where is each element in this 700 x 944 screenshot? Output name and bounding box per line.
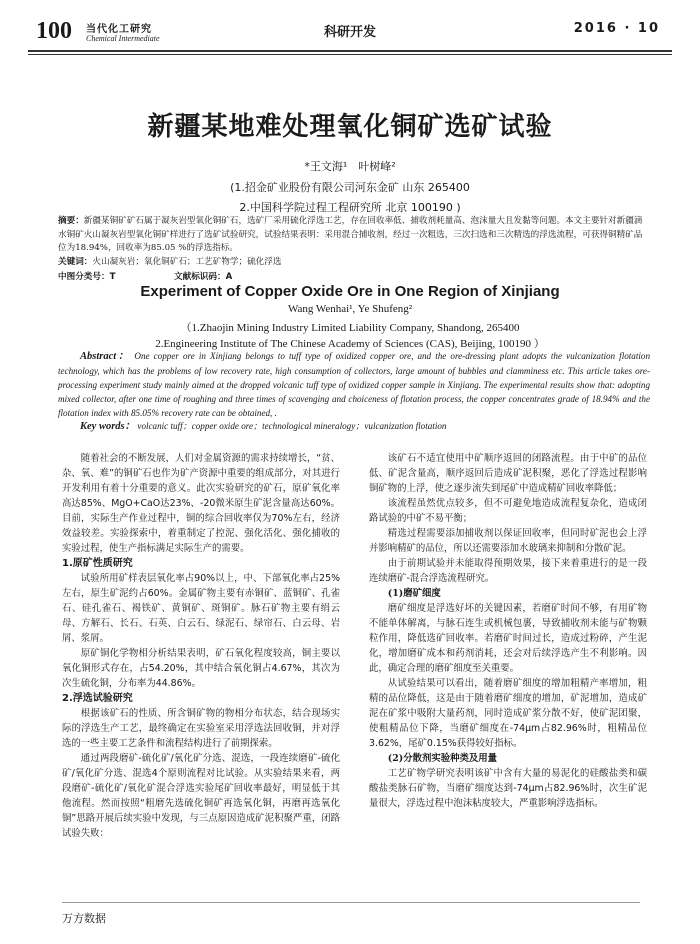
document-code: 文献标识码：A: [174, 272, 233, 282]
english-abstract-label: Abstract: [80, 351, 117, 362]
body-paragraph: 工艺矿物学研究表明该矿中含有大量的易泥化的硅酸盐类和碳酸盐类脉石矿物，当磨矿细度达到-74μm占82.96%时，次生矿泥量很大，浮选过程中泡沫粘度较大，严重影响浮选指标。: [369, 768, 647, 809]
english-keywords-label: Key words: [80, 421, 125, 432]
subsection-heading-grinding: (1)磨矿细度: [387, 588, 441, 599]
paper-title: 新疆某地难处理氧化铜矿选矿试验: [147, 112, 553, 142]
keywords-cn-label: 关键词：: [58, 257, 93, 267]
abstract-cn-text: 新疆某铜矿矿石属于凝灰岩型氧化铜矿石，选矿厂采用硫化浮选工艺，存在回收率低、捕收剂耗量高、泡沫量大且发黏等问题。本文主要针对新疆滴水铜矿火山凝灰岩型氧化铜矿样进行了选矿试验研究，试验结果表明：采用混合捕收剂，经过一次粗选，三次扫选和三次精选的浮选流程，可获得铜精矿品位为18.94%，回收率为85.05 %的浮选指标。: [58, 216, 643, 254]
subsection-heading-dispersant: (2)分散剂实验种类及用量: [387, 753, 497, 764]
english-keywords-text: volcanic tuff；copper oxide ore；technological mineralogy；vulcanization flotation: [137, 421, 447, 431]
affiliation-2: 2.中国科学院过程工程研究所 北京 100190 ): [239, 201, 461, 214]
keywords-cn-text: 火山凝灰岩；氧化铜矿石；工艺矿物学；硫化浮选: [92, 257, 282, 267]
body-paragraph: 根据该矿石的性质、所含铜矿物的物相分布状态，结合现场实际的浮选生产工艺，最终确定在实验室采用浮选法回收铜，并对浮选的一些主要工艺条件和流程结构进行了前期探索。: [62, 708, 340, 749]
header-rule: [28, 50, 672, 52]
page-number: 100: [36, 18, 72, 44]
body-paragraph: 精选过程需要添加捕收剂以保证回收率，但同时矿泥也会上浮并影响精矿的品位，所以还需要添加水玻璃来抑制和分散矿泥。: [369, 528, 647, 554]
journal-name-en: Chemical Intermediate: [86, 34, 160, 43]
running-header: [28, 14, 672, 50]
clc-number: 中图分类号：T: [58, 272, 116, 282]
section-heading-1: 1.原矿性质研究: [62, 558, 133, 569]
affiliation-1: (1.招金矿业股份有限公司河东金矿 山东 265400: [230, 181, 470, 194]
body-left-column: [62, 451, 340, 841]
body-paragraph: 原矿铜化学物相分析结果表明，矿石氧化程度较高，铜主要以氧化铜形式存在，占54.20%，其中结合氧化铜占4.67%，其次为次生硫化铜，分布率为44.86%。: [62, 648, 340, 689]
keywords-cn: [58, 256, 648, 270]
body-paragraph: 由于前期试验并未能取得预期效果，接下来着重进行的是一段连续磨矿-混合浮选流程研究。: [369, 558, 647, 584]
abstract-cn: [58, 215, 648, 256]
body-paragraph: 该矿石不适宜使用中矿顺序返回的闭路流程。由于中矿的品位低、矿泥含量高，顺序返回后造成矿泥积聚，恶化了浮选过程影响铜矿物的上浮，使之逐步流失到尾矿中造成精矿回收率降低；: [369, 453, 647, 494]
english-keywords: Key words： volcanic tuff；copper oxide ore；technological mineralogy；vulcanization flotation: [80, 421, 447, 432]
footer-rule: [62, 902, 640, 903]
english-affiliation-1: （1.Zhaojin Mining Industry Limited Liability Company, Shandong, 265400: [180, 322, 520, 334]
english-abstract: Abstract： One copper ore in Xinjiang belongs to tuff type of oxidized copper ore, and the ore-dressing plant adopts the vulcanization flotation technology, which has the problems of low recovery rate, high consumption of collectors, large amount of bubbles and clamminess etc. This article takes ore-processing experiment study mainly aimed at the dropped volcanic tuff type of oxidized copper sample in Xinjiang. The experimental results show that: adopting mixed collector, after one time of roughing and three times of scavenging and choiceness of flotation process, the copper concentrates grade of 18.94% and the flotation index with 85.05% recovery rate can be obtained, .: [58, 351, 651, 418]
english-authors: Wang Wenhai¹, Ye Shufeng²: [287, 303, 413, 315]
body-paragraph: 从试验结果可以看出，随着磨矿细度的增加粗精产率增加，粗精的品位降低，这是由于随着磨矿细度的增加，矿泥增加，造成矿泥在矿浆中吸附大量药剂，同时造成矿浆分散不好，使矿泥团聚，使粗精品位下降，当磨矿细度在-74μm占82.96%时，粗精品位3.62%，尾矿0.15%获得较好指标。: [369, 678, 647, 749]
section-heading-2: 2.浮选试验研究: [62, 693, 133, 704]
abstract-cn-label: 摘要：: [58, 216, 84, 226]
journal-name: 当代化工研究: [86, 24, 152, 35]
intro-paragraph: 随着社会的不断发展，人们对金属资源的需求持续增长，“贫、杂、氧、难”的铜矿石也作为矿产资源中重要的组成部分，对其进行开发利用有着十分重要的意义。此次实验研究的矿石，原矿氧化率高达85%、MgO+CaO达23%、-20微米原生矿泥含量高达60%。目前，实际生产作业过程中，铜的综合回收率仅为70%左右，经济效益较差。实验探索中，着重制定了控泥、强化活化、强化捕收的实验过程，使生产指标满足实际生产的需要。: [62, 453, 340, 554]
body-paragraph: 磨矿细度是浮选好坏的关键因素，若磨矿时间不够，有用矿物不能单体解离，与脉石连生或机械包裹，导致捕收剂未能与矿物颗粒作用，降低选矿回收率。若磨矿时间过长，造成过粉碎，产生泥化，增加磨矿成本和药剂消耗，还会对后续浮选产生不利影响。因此，确定合理的磨矿细度至关重要。: [369, 603, 647, 674]
body-paragraph: 通过两段磨矿-硫化矿/氧化矿分选、混选，一段连续磨矿-硫化矿/氧化矿分选、混选4个原则流程对比试验。从实验结果来看，两段磨矿-硫化矿/氧化矿混合浮选实验尾矿回收率最好，明显低于其他流程。然而按照“粗磨先选硫化铜矿再选氧化铜，再磨再选氧化铜”思路开展后续实验中发现，与三点原因造成矿泥积聚严重，闭路试验失败：: [62, 753, 340, 839]
authors: *王文海¹ 叶树峰²: [304, 160, 396, 173]
english-affiliation-2: 2.Engineering Institute of The Chinese Academy of Sciences (CAS), Beijing, 100190 ）: [155, 338, 545, 350]
section-name: 科研开发: [323, 25, 376, 40]
header-rule-thin: [28, 54, 672, 55]
body-paragraph: 试验所用矿样表层氧化率占90%以上，中、下部氧化率占25%左右，原生矿泥约占60%。金属矿物主要有赤铜矿、蓝铜矿、孔雀石、硅孔雀石、褐铁矿、黄铜矿、斑铜矿。脉石矿物主要有绢云母、方解石、长石、石英、白云石、绿泥石、绿帘石、白云母、岩屑、浆屑。: [62, 573, 340, 644]
english-title: Experiment of Copper Oxide Ore in One Region of Xinjiang: [140, 283, 560, 300]
body-paragraph: 该流程虽然优点较多，但不可避免地造成流程复杂化，造成闭路试验的中矿不易平衡；: [369, 498, 647, 524]
english-abstract-text: One copper ore in Xinjiang belongs to tuff type of oxidized copper ore, and the ore-dressing plant adopts the vulcanization flotation technology, which has the problems of low recovery rate, high consumption of collectors, large amount of bubbles and clamminess etc. This article takes ore-processing experiment study mainly aimed at the dropped volcanic tuff type of oxidized copper sample in Xinjiang. The experimental results show that: adopting mixed collector, after one time of roughing and three times of scavenging and choiceness of flotation process, the copper concentrates grade of 18.94% and the flotation index with 85.05% recovery rate can be obtained, .: [58, 351, 651, 418]
footer-watermark: 万方数据: [62, 912, 106, 925]
body-right-column: [369, 451, 647, 811]
issue-label: 2016 · 10: [573, 21, 660, 36]
